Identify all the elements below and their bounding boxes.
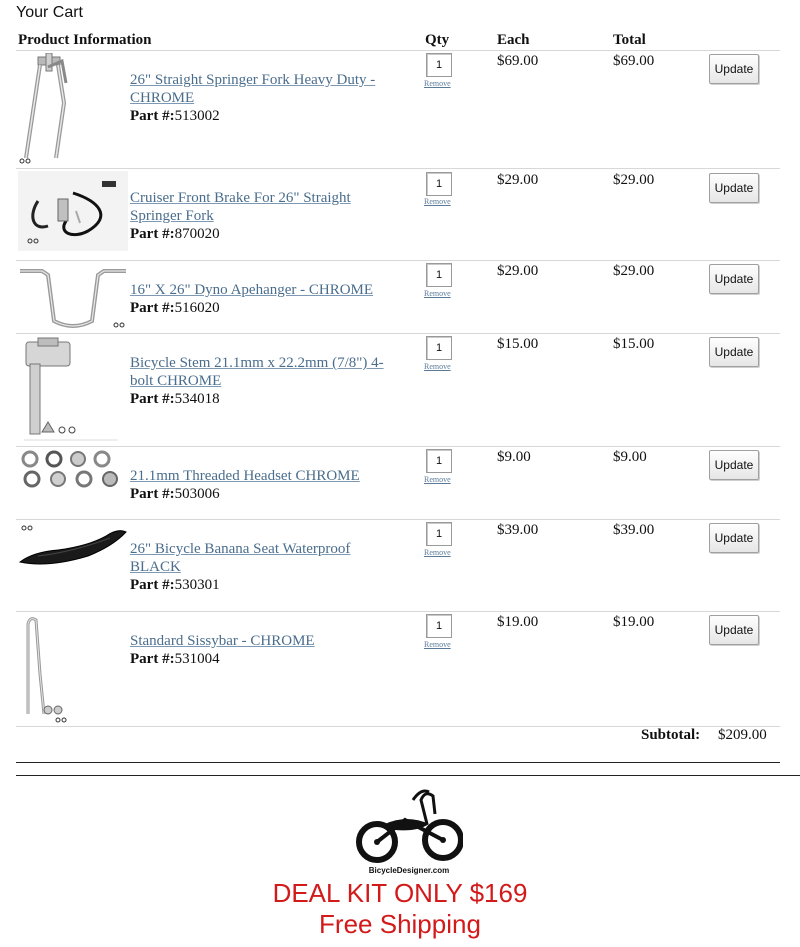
cart-row [16,333,780,447]
product-name-link[interactable]: 26" Bicycle Banana Seat Waterproof BLACK [130,541,351,575]
stem-image [18,336,128,444]
update-button[interactable]: Update [709,337,759,367]
line-total: $69.00 [613,53,655,69]
page-title: Your Cart [16,4,83,21]
column-header-total: Total [613,32,646,48]
line-total: $29.00 [613,263,655,279]
product-name-link[interactable]: Bicycle Stem 21.1mm x 22.2mm (7/8") 4-bolt CHROME [130,355,384,389]
product-name-link[interactable]: Standard Sissybar - CHROME [130,633,315,649]
update-button[interactable]: Update [709,264,759,294]
update-button[interactable]: Update [709,523,759,553]
cart-row [16,260,780,334]
springer-fork-image [18,53,128,167]
column-header-product: Product Information [18,32,152,48]
remove-link[interactable]: Remove [424,640,451,649]
part-number: Part #:870020 [130,226,220,242]
part-number: Part #:530301 [130,577,220,593]
brake-kit-image [18,171,128,251]
update-button[interactable]: Update [709,450,759,480]
remove-link[interactable]: Remove [424,362,451,371]
line-total: $19.00 [613,614,655,630]
cart-row [16,519,780,612]
unit-price: $29.00 [497,172,539,188]
unit-price: $69.00 [497,53,539,69]
line-total: $9.00 [613,449,647,465]
unit-price: $19.00 [497,614,539,630]
column-header-each: Each [497,32,530,48]
sissybar-image [18,614,128,726]
remove-link[interactable]: Remove [424,289,451,298]
remove-link[interactable]: Remove [424,197,451,206]
quantity-input[interactable]: 1 [426,336,452,360]
part-number: Part #:516020 [130,300,220,316]
divider [16,762,780,763]
cart-row [16,446,780,520]
divider [16,775,800,776]
unit-price: $39.00 [497,522,539,538]
free-shipping-text: Free Shipping [319,909,481,939]
remove-link[interactable]: Remove [424,548,451,557]
part-number: Part #:534018 [130,391,220,407]
cart-row [16,50,780,169]
remove-link[interactable]: Remove [424,79,451,88]
line-total: $29.00 [613,172,655,188]
line-total: $39.00 [613,522,655,538]
unit-price: $15.00 [497,336,539,352]
product-name-link[interactable]: 26" Straight Springer Fork Heavy Duty - CHROME [130,72,376,106]
cart-row [16,168,780,261]
update-button[interactable]: Update [709,615,759,645]
quantity-input[interactable]: 1 [426,263,452,287]
unit-price: $29.00 [497,263,539,279]
apehanger-image [18,263,128,333]
product-name-link[interactable]: 16" X 26" Dyno Apehanger - CHROME [130,282,374,298]
banana-seat-image [18,522,128,570]
subtotal-row [16,726,780,743]
cart-row [16,611,780,727]
product-name-link[interactable]: Cruiser Front Brake For 26" Straight Springer Fork [130,190,351,224]
quantity-input[interactable]: 1 [426,449,452,473]
quantity-input[interactable]: 1 [426,53,452,77]
quantity-input[interactable]: 1 [426,614,452,638]
part-number: Part #:531004 [130,651,220,667]
logo-text: BicycleDesigner.com [368,866,450,875]
unit-price: $9.00 [497,449,531,465]
quantity-input[interactable]: 1 [426,172,452,196]
deal-headline: DEAL KIT ONLY $169 [272,878,528,908]
column-header-qty: Qty [425,32,450,48]
subtotal-label: Subtotal: [641,727,701,743]
part-number: Part #:503006 [130,486,220,502]
update-button[interactable]: Update [709,173,759,203]
product-name-link[interactable]: 21.1mm Threaded Headset CHROME [130,468,360,484]
quantity-input[interactable]: 1 [426,522,452,546]
bicycle-designer-logo [355,786,463,878]
headset-image [18,449,128,489]
remove-link[interactable]: Remove [424,475,451,484]
subtotal-value: $209.00 [718,727,767,743]
part-number: Part #:513002 [130,108,220,124]
update-button[interactable]: Update [709,54,759,84]
line-total: $15.00 [613,336,655,352]
